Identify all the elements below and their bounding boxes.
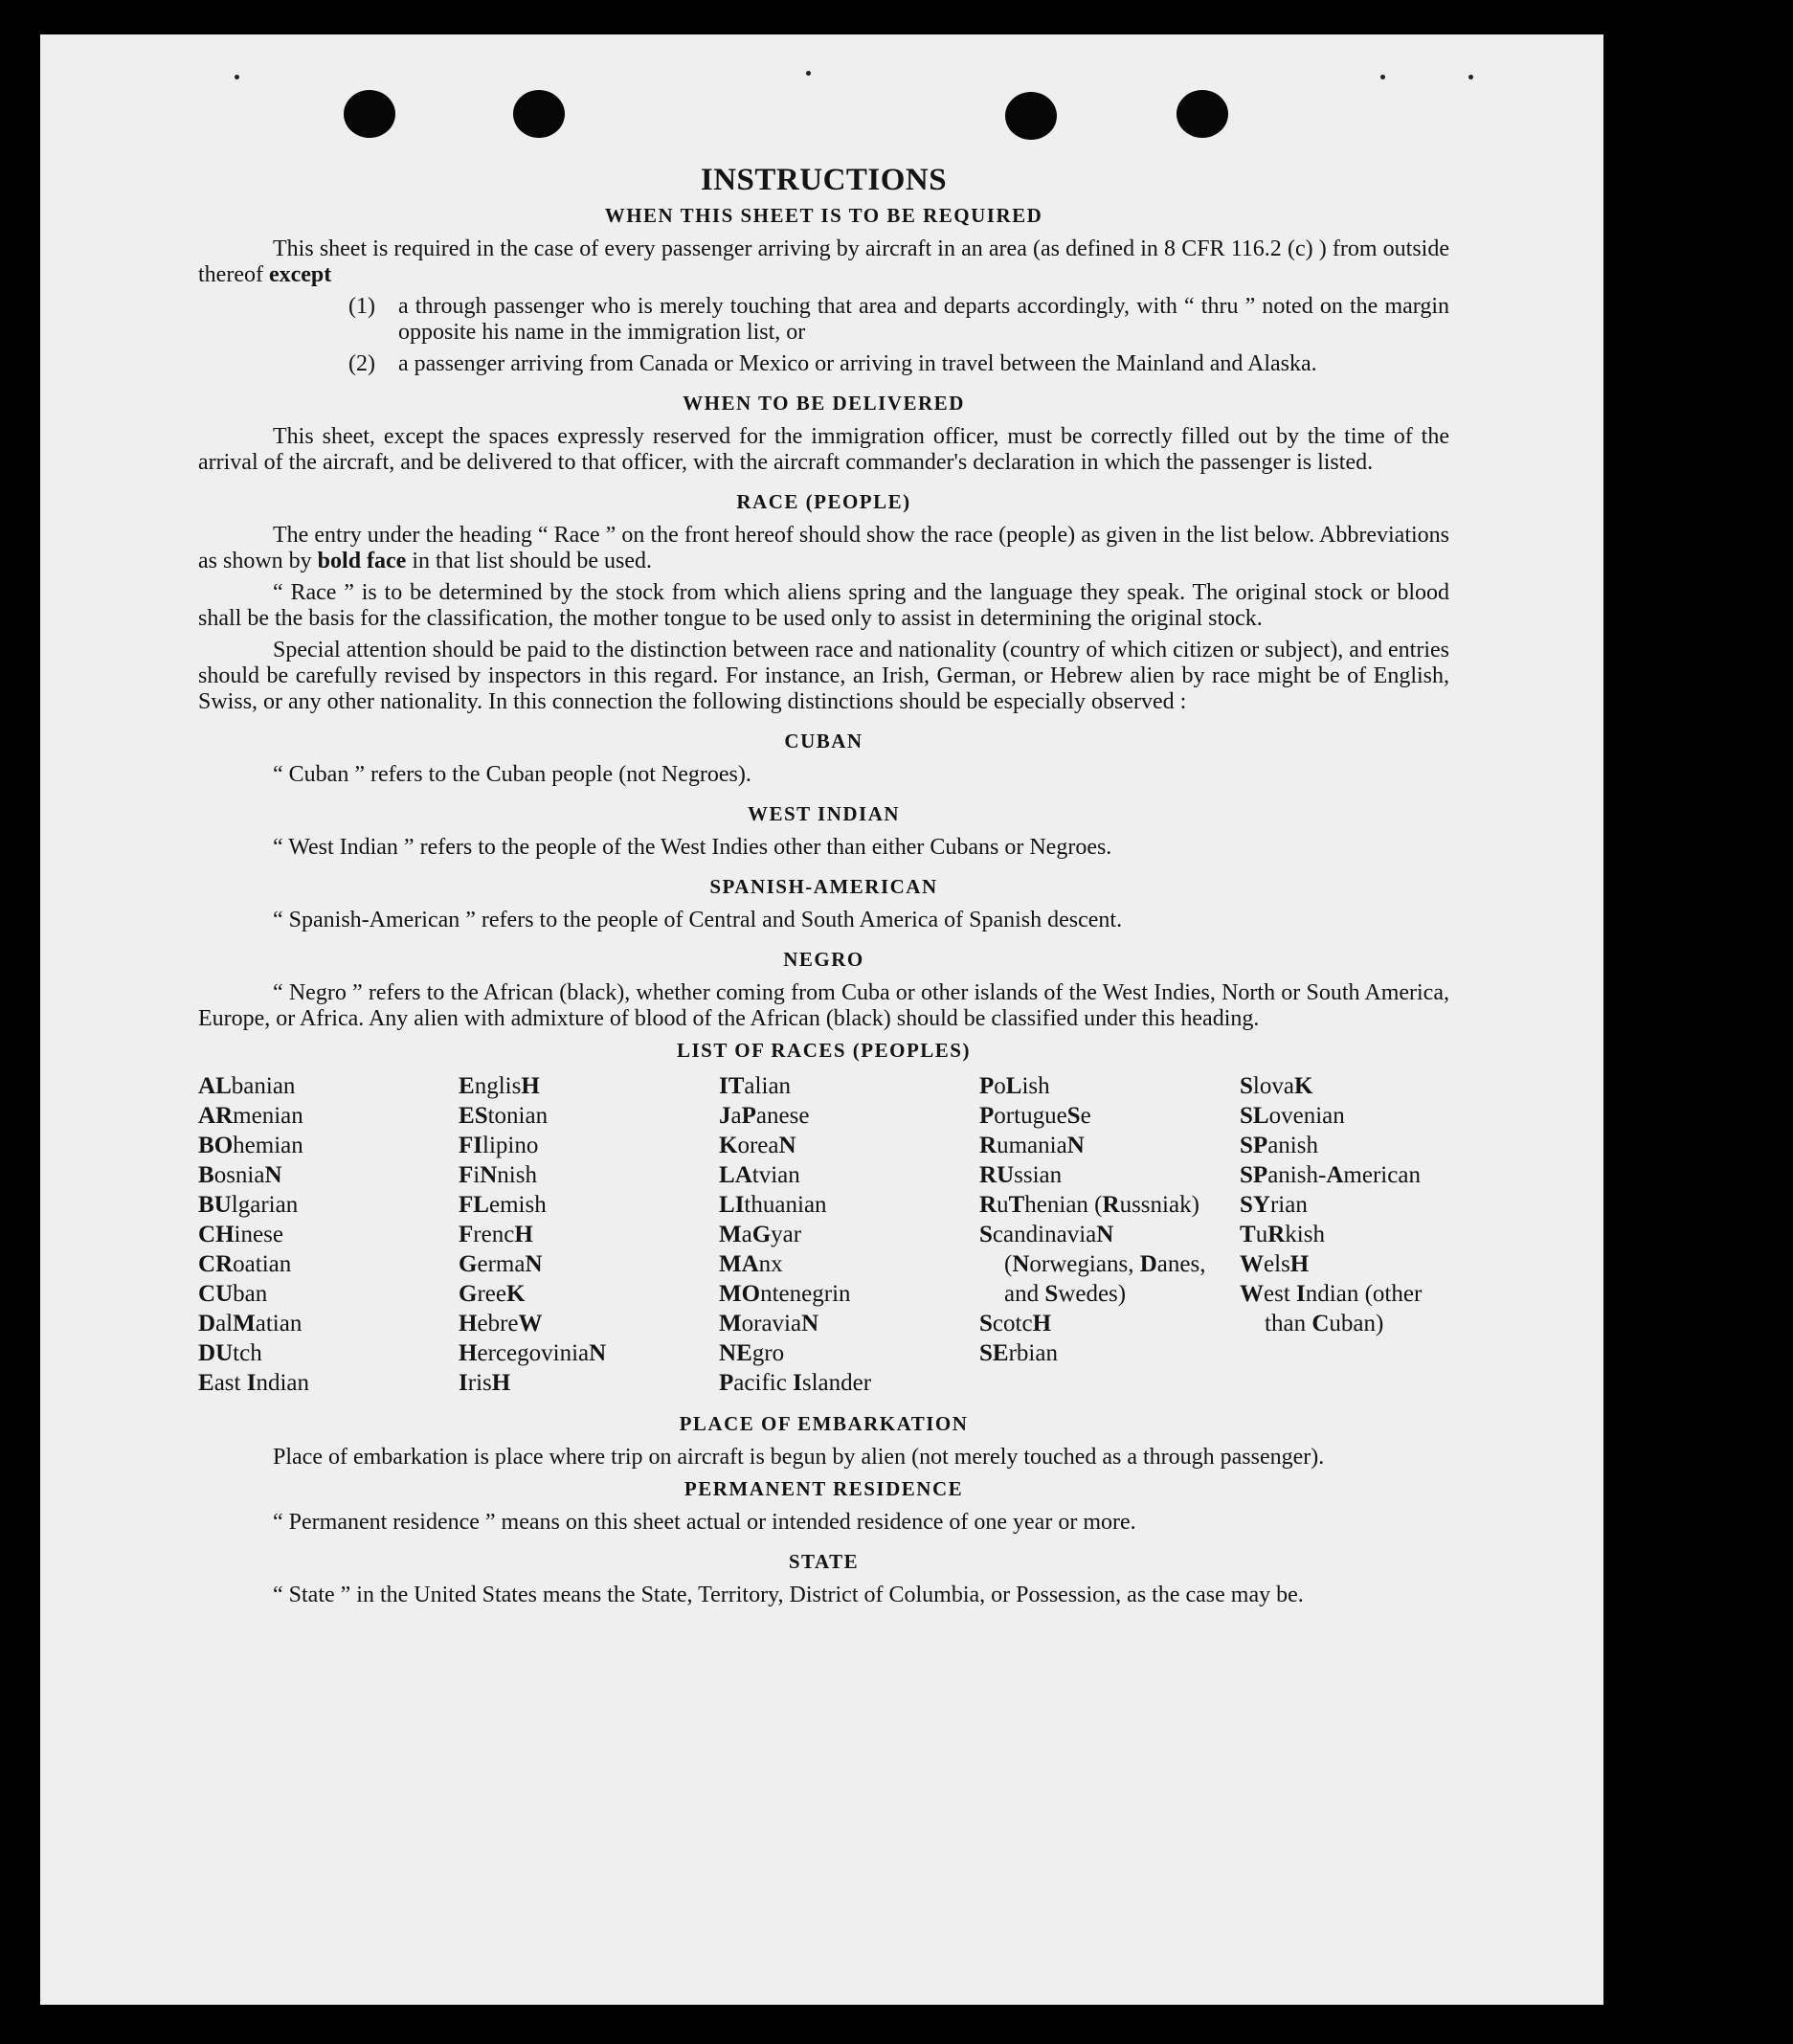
race-entry: NEgro	[719, 1340, 785, 1366]
section-heading-negro: NEGRO	[783, 948, 864, 971]
section-heading-state: STATE	[788, 1550, 860, 1573]
race-entry: BOhemian	[198, 1133, 303, 1158]
punch-hole	[1005, 92, 1057, 140]
spanish-american-text: “ Spanish-American ” refers to the people of Central and South America of Spanish descent.	[273, 908, 1123, 932]
race-entry: East Indian	[198, 1370, 310, 1396]
race-entry: MoraviaN	[719, 1311, 819, 1336]
race-entry: FrencH	[459, 1222, 533, 1247]
speck	[1380, 75, 1385, 79]
races-column	[719, 1071, 979, 1398]
section-heading-west-indian: WEST INDIAN	[747, 802, 901, 825]
race-paragraph-3: Special attention should be paid to the distinction between race and nationality (country of which citizen or subject), and entries should be carefully revised by inspectors in this regard. For instance, an Irish, German, or Hebrew alien by race might be of English, Swiss, or any other nationality. In this connection the following distinctions should be especially observed :	[198, 638, 1449, 714]
embarkation-text: Place of embarkation is place where trip on aircraft is begun by alien (not merely touched as a through passenger).	[273, 1445, 1325, 1470]
cuban-text: “ Cuban ” refers to the Cuban people (not Negroes).	[273, 762, 751, 787]
race-entry: FiNnish	[459, 1162, 537, 1188]
race-entry: PoLish	[979, 1073, 1050, 1099]
race-entry: FIlipino	[459, 1133, 539, 1158]
race-entry: Pacific Islander	[719, 1370, 872, 1396]
delivered-text: This sheet, except the spaces expressly reserved for the immigration officer, must be correctly filled out by the time of the arrival of the aircraft, and be delivered to that officer, with the aircraft commander's declaration in which the passenger is listed.	[198, 424, 1449, 475]
race-entry: KoreaN	[719, 1133, 796, 1158]
race-entry: LIthuanian	[719, 1192, 827, 1218]
race-entry: LAtvian	[719, 1162, 800, 1188]
race-entry: GermaN	[459, 1251, 543, 1277]
races-column	[198, 1071, 459, 1398]
race-entry: EnglisH	[459, 1073, 540, 1099]
state-text: “ State ” in the United States means the State, Territory, District of Columbia, or Possession, as the case may be.	[273, 1583, 1304, 1607]
race-entry: ALbanian	[198, 1073, 296, 1099]
list-of-races-heading: LIST OF RACES (PEOPLES)	[677, 1039, 971, 1062]
race-entry: EStonian	[459, 1103, 549, 1129]
page-title: INSTRUCTIONS	[700, 163, 948, 197]
section-heading-race: RACE (PEOPLE)	[736, 490, 911, 513]
punch-hole	[1177, 90, 1228, 138]
race-entry: ITalian	[719, 1073, 792, 1099]
race-entry: SPanish	[1240, 1133, 1318, 1158]
race-entry: HercegoviniaN	[459, 1340, 607, 1366]
race-entry: ARmenian	[198, 1103, 303, 1129]
race-entry: TuRkish	[1240, 1222, 1325, 1247]
section-heading-residence: PERMANENT RESIDENCE	[684, 1477, 964, 1500]
race-entry: ScandinaviaN (Norwegians, Danes, and Swedes)	[979, 1222, 1206, 1307]
races-column	[459, 1071, 719, 1398]
race-entry: IrisH	[459, 1370, 511, 1396]
race-entry: HebreW	[459, 1311, 543, 1336]
race-entry: SPanish-American	[1240, 1162, 1421, 1188]
race-entry: SErbian	[979, 1340, 1058, 1366]
race-entry: RuThenian (Russniak)	[979, 1192, 1199, 1218]
speck	[1468, 75, 1473, 79]
race-entry: MOntenegrin	[719, 1281, 851, 1307]
required-intro: This sheet is required in the case of every passenger arriving by aircraft in an area (as defined in 8 CFR 116.2 (c) ) from outside thereof except	[198, 236, 1449, 287]
section-heading-delivered: WHEN TO BE DELIVERED	[683, 392, 965, 415]
west-indian-text: “ West Indian ” refers to the people of the West Indies other than either Cubans or Negroes.	[273, 835, 1112, 860]
punch-hole	[344, 90, 395, 138]
race-entry: DUtch	[198, 1340, 262, 1366]
race-entry: West Indian (other than Cuban)	[1240, 1281, 1423, 1336]
race-entry: GreeK	[459, 1281, 526, 1307]
race-entry: CHinese	[198, 1222, 283, 1247]
race-paragraph-2: “ Race ” is to be determined by the stock from which aliens spring and the language they speak. The original stock or blood shall be the basis for the classification, the mother tongue to be used only to assist in determining the original stock.	[198, 580, 1449, 631]
section-heading-cuban: CUBAN	[784, 730, 863, 752]
section-heading-required: WHEN THIS SHEET IS TO BE REQUIRED	[604, 204, 1043, 227]
document-body	[198, 163, 1449, 1614]
races-column	[979, 1071, 1240, 1398]
punch-hole	[513, 90, 565, 138]
race-entry: RUssian	[979, 1162, 1063, 1188]
race-entry: SlovaK	[1240, 1073, 1313, 1099]
section-heading-spanish-american: SPANISH-AMERICAN	[709, 875, 938, 898]
race-entry: SYrian	[1240, 1192, 1308, 1218]
section-heading-embarkation: PLACE OF EMBARKATION	[679, 1412, 969, 1435]
race-entry: ScotcH	[979, 1311, 1052, 1336]
race-entry: BosniaN	[198, 1162, 282, 1188]
required-item-2: (2) a passenger arriving from Canada or Mexico or arriving in travel between the Mainland and Alaska.	[348, 351, 1317, 376]
race-entry: DalMatian	[198, 1311, 303, 1336]
race-entry: MAnx	[719, 1251, 783, 1277]
race-entry: RumaniaN	[979, 1133, 1085, 1158]
race-entry: FLemish	[459, 1192, 547, 1218]
required-item-1: (1) a through passenger who is merely touching that area and departs accordingly, with “ thru ” noted on the margin opposite his name in the immigration list, or	[348, 294, 1449, 345]
races-column	[1240, 1071, 1450, 1398]
race-entry: CUban	[198, 1281, 268, 1307]
race-entry: JaPanese	[719, 1103, 810, 1129]
negro-text: “ Negro ” refers to the African (black), whether coming from Cuba or other islands of the West Indies, North or South America, Europe, or Africa. Any alien with admixture of blood of the African (black) should be classified under this heading.	[198, 980, 1449, 1031]
races-list	[198, 1071, 1449, 1398]
residence-text: “ Permanent residence ” means on this sheet actual or intended residence of one year or more.	[273, 1510, 1136, 1535]
race-entry: PortugueSe	[979, 1103, 1091, 1129]
race-paragraph-1: The entry under the heading “ Race ” on the front hereof should show the race (people) as given in the list below. Abbreviations as shown by bold face in that list should be used.	[198, 523, 1449, 573]
race-entry: CRoatian	[198, 1251, 292, 1277]
speck	[806, 71, 811, 76]
speck	[235, 75, 239, 79]
race-entry: SLovenian	[1240, 1103, 1345, 1129]
race-entry: MaGyar	[719, 1222, 802, 1247]
race-entry: WelsH	[1240, 1251, 1310, 1277]
race-entry: BUlgarian	[198, 1192, 299, 1218]
